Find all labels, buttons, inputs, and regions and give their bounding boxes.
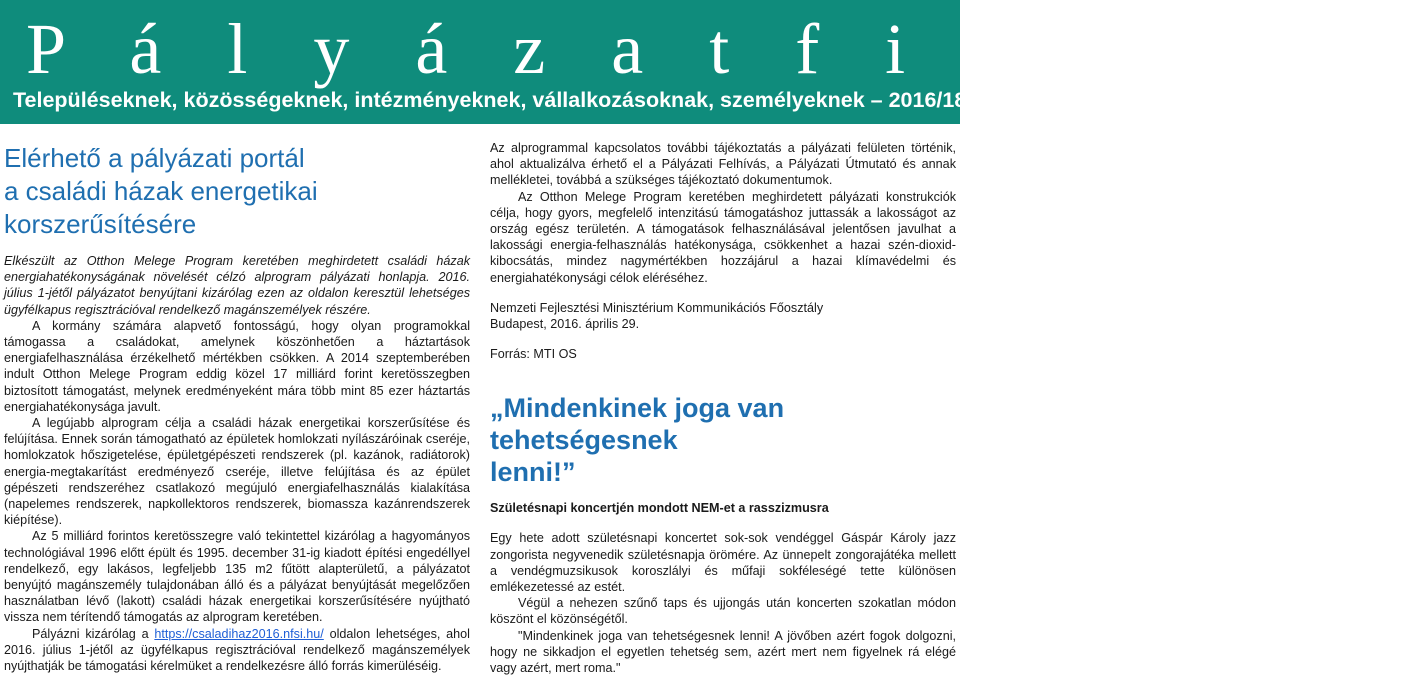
article1-heading-line2: a családi házak energetikai <box>4 176 318 206</box>
article2-paragraph-1: Egy hete adott születésnapi koncertet sok-sok vendéggel Gáspár Károly jazz zongorista negyvenedik születésnapja örömére. Az ünnepelt zongorajátéka mellett a vendégmuzsikusok koroszlályi és műfaji sokféleségé tette különösen emlékezetessé az estét. <box>490 531 956 595</box>
article1-paragraph-6: Az Otthon Melege Program keretében meghirdetett pályázati konstrukciók célja, hogy gyors, megfelelő intenzitású támogatáshoz juttassák a lakosságot az ország egész területén. A támogatások felhasználásával jelentősen javulhat a lakossági energia-felhasználás hatékonysága, csökkenhet a hazai szén-dioxid-kibocsátás, mindez nagymértékben hozzájárul a hazai klímavédelmi és energiahatékonysági célok eléréséhez. <box>490 189 956 285</box>
article1-heading-line3: korszerűsítésére <box>4 209 197 239</box>
right-column <box>490 140 956 676</box>
article1-paragraph-2: A legújabb alprogram célja a családi házak energetikai korszerűsítése és felújítása. Ennek során támogatható az épületek homlokzati nyílászáróinak cseréje, homlokzatok hőszigetelése, épületgépészeti rendszerek (pl. kazánok, radiátorok) energia-megtakarítást eredményező cseréje, illetve felújítása és az épület gépészeti rendszeréhez csatlakozó megújuló energiafelhasználás kialakítása (napelemes rendszerek, napkollektoros rendszerek, biomassza kazánrendszerek kiépítése). <box>4 416 470 528</box>
article1-p4-after: oldalon lehetséges, ahol 2016. július 1-jétől az ügyfélkapus regisztrációval rendelkező magánszemélyek nyújthatják be támogatási kérelmüket a rendelkezésre álló forrás kimerüléséig. <box>4 626 470 674</box>
article2-paragraph-3: "Mindenkinek joga van tehetségesnek lenni! A jövőben azért fogok dolgozni, hogy ne sikkadjon el egyetlen tehetség sem, azért mert nem figyelnek rá elégé vagy azért, mert roma." <box>490 628 956 676</box>
article1-lead: Elkészült az Otthon Melege Program keretében meghirdetett családi házak energiahatékonyságának növelését célzó alprogram pályázati honlapja. 2016. július 1-jétől pályázatot benyújtani kizárólag ezen az oldalon keresztül lehetséges ügyfélkapus regisztrációval rendelkező magánszemélyek részére. <box>4 254 470 317</box>
article1-paragraph-5: Az alprogrammal kapcsolatos további tájékoztatás a pályázati felületen történik, ahol aktualizálva érhető el a Pályázati Felhívás, a Pályázati Útmutató és annak mellékletei, továbbá a szükséges tájékoztató dokumentumok. <box>490 141 956 188</box>
article2-heading <box>490 392 956 488</box>
article1-signature-date: Budapest, 2016. április 29. <box>490 317 640 332</box>
article2-subheading: Születésnapi koncertjén mondott NEM-et a rasszizmusra <box>490 501 829 516</box>
article1-p4-before: Pályázni kizárólag a <box>32 626 155 641</box>
article1-paragraph-3: Az 5 milliárd forintos keretösszegre való tekintettel kizárólag a hagyományos technológiával 1996 előtt épült és 1995. december 31-ig kiadott építési engedéllyel rendelkező, egy lakásos, legfeljebb 135 m2 fűtött alapterületű, a pályázatot benyújtó magánszemély tulajdonában álló és a pályázat benyújtását megelőzően használatban lévő (lakott) családi házak energetikai korszerűsítésére nyújtható vissza nem térítendő támogatás az alprogram keretében. <box>4 529 470 625</box>
article2-heading-line2: lenni!” <box>490 457 576 488</box>
article1-source: Forrás: MTI OS <box>490 347 577 362</box>
article1-heading-line1: Elérhető a pályázati portál <box>4 143 305 173</box>
newsletter-subtitle: Településeknek, közösségeknek, intézményeknek, vállalkozásoknak, személyeknek – 2016/18. <box>13 88 973 112</box>
article1-signature-org: Nemzeti Fejlesztési Minisztérium Kommunikációs Főosztály <box>490 300 824 315</box>
newsletter-title: P á l y á z a t f i g y e l ő <box>26 9 1419 89</box>
left-column <box>4 142 470 674</box>
article1-paragraph-1: A kormány számára alapvető fontosságú, hogy olyan programokkal támogassa a családokat, amelynek köszönhetően a háztartások energiafelhasználása érzékelhető mértékben csökken. A 2014 szeptemberében indult Otthon Melege Program eddig közel 17 milliárd forint keretösszegben biztosított támogatást, melynek eredményeként mára több mint 85 ezer háztartás energiahatékonysága javult. <box>4 318 470 414</box>
article1-heading <box>4 142 470 241</box>
article1-paragraph-4 <box>4 626 470 675</box>
header-banner <box>0 0 1419 124</box>
article2-paragraph-2: Végül a nehezen szűnő taps és ujjongás után koncerten szokatlan módon köszönt el közönségétől. <box>490 596 956 627</box>
portal-link[interactable]: https://csaladihaz2016.nfsi.hu/ <box>154 626 324 641</box>
article2-heading-line1: „Mindenkinek joga van tehetségesnek <box>490 393 785 456</box>
